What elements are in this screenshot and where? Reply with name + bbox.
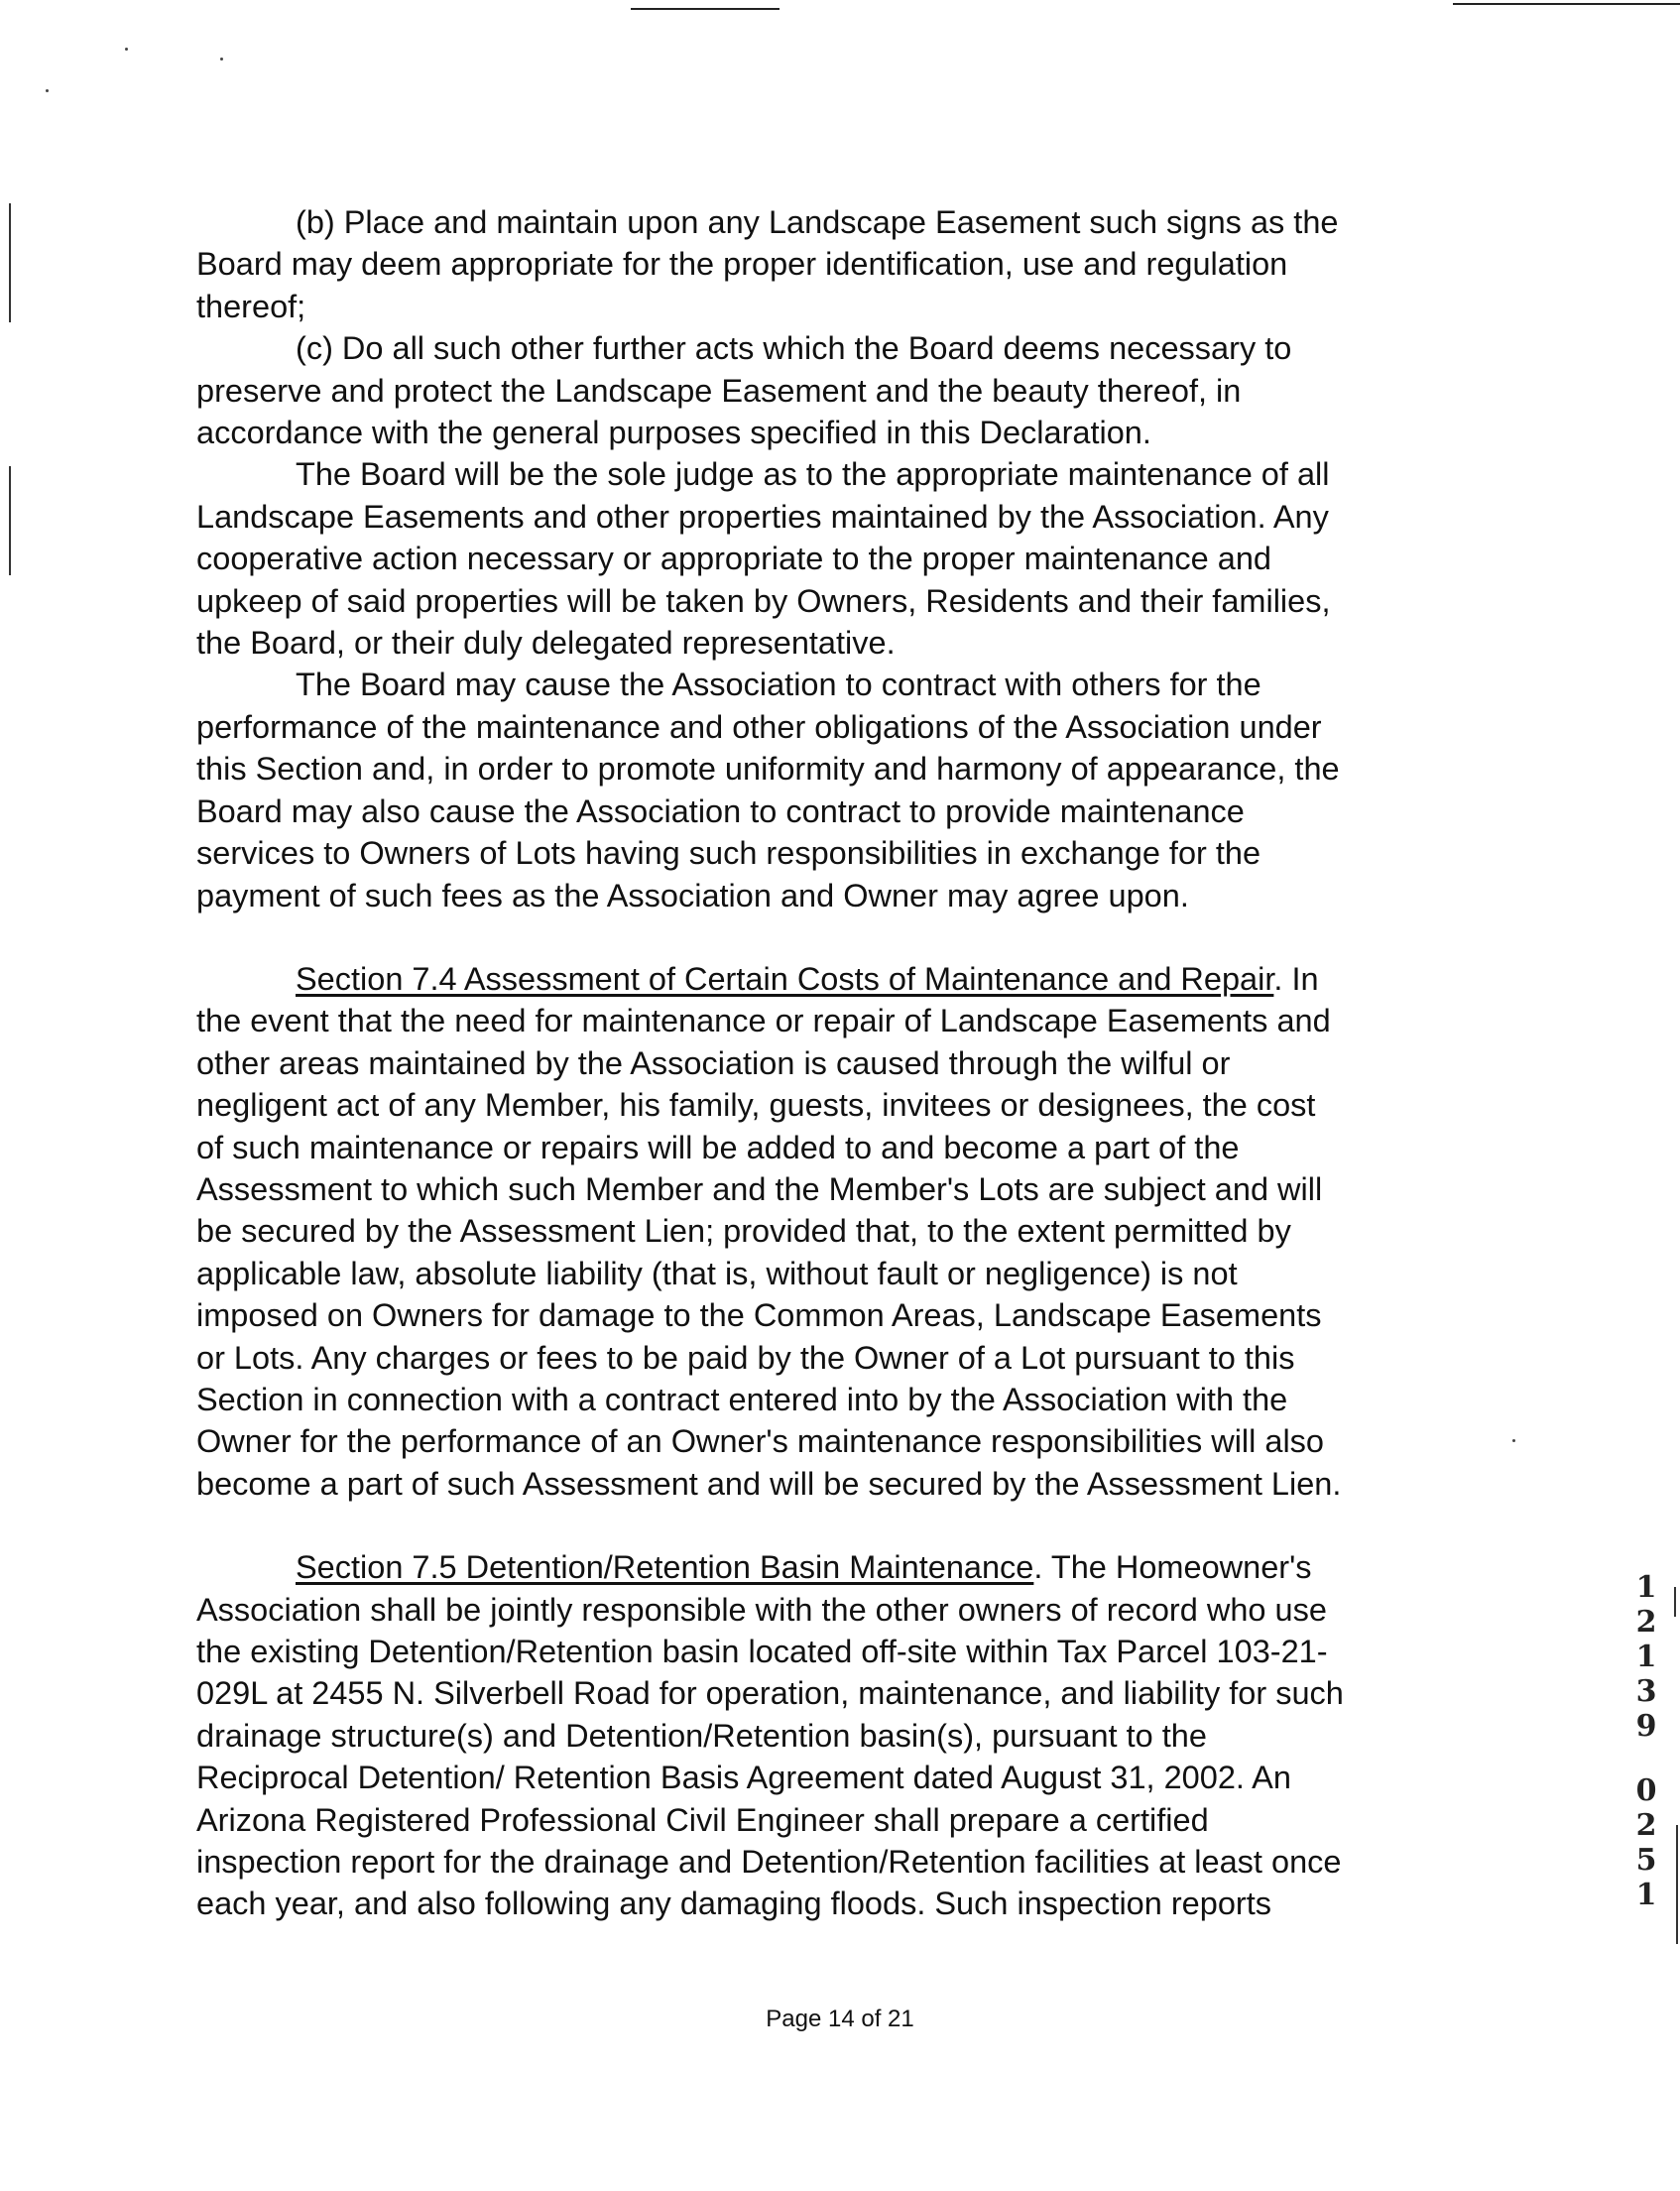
section-7-5-heading-line [196,1546,1496,1588]
stamp-digit: 1 [1635,1570,1657,1605]
text-line: upkeep of said properties will be taken by Owners, Residents and their families, [196,582,1331,619]
stamp-digit: 3 [1635,1674,1657,1709]
text-line: inspection report for the drainage and Detention/Retention facilities at least once [196,1844,1342,1881]
text-line: be secured by the Assessment Lien; provided that, to the extent permitted by [196,1213,1291,1250]
document-body [196,201,1496,1925]
text-line: negligent act of any Member, his family, guests, invitees or designees, the cost [196,1087,1316,1124]
margin-mark-left-2 [9,466,11,575]
text-line: other areas maintained by the Association is caused through the wilful or [196,1044,1231,1081]
text-line: services to Owners of Lots having such responsibilities in exchange for the [196,835,1261,872]
text-line: imposed on Owners for damage to the Common Areas, Landscape Easements [196,1297,1322,1334]
section-7-5-heading-tail: . The Homeowner's [1033,1549,1312,1586]
margin-mark-right-2 [1676,1825,1678,1944]
text-line: applicable law, absolute liability (that is, without fault or negligence) is not [196,1255,1238,1291]
section-7-5-heading: Section 7.5 Detention/Retention Basin Maintenance [296,1549,1034,1586]
paragraph-gap [196,1505,1496,1546]
text-line: payment of such fees as the Association and Owner may agree upon. [196,877,1189,913]
scan-speck [125,48,128,51]
text-line: preserve and protect the Landscape Easement and the beauty thereof, in [196,372,1242,409]
text-line: accordance with the general purposes specified in this Declaration. [196,415,1151,451]
text-line: or Lots. Any charges or fees to be paid by the Owner of a Lot pursuant to this [196,1339,1295,1376]
text-line: The Board will be the sole judge as to the appropriate maintenance of all [296,456,1330,493]
text-line: Section in connection with a contract entered into by the Association with the [196,1381,1288,1417]
text-line: Owner for the performance of an Owner's maintenance responsibilities will also [196,1423,1325,1460]
text-line: (b) Place and maintain upon any Landscape Easement such signs as the [296,204,1339,240]
text-line: the Board, or their duly delegated representative. [196,625,896,662]
text-line: cooperative action necessary or appropriate to the proper maintenance and [196,541,1272,577]
text-line: performance of the maintenance and other obligations of the Association under [196,708,1322,745]
text-line: Board may also cause the Association to contract to provide maintenance [196,792,1245,829]
section-7-4-heading: Section 7.4 Assessment of Certain Costs of Maintenance and Repair [296,960,1274,997]
scan-artifact-top-right-line [1453,3,1680,5]
text-line: each year, and also following any damaging floods. Such inspection reports [196,1886,1272,1922]
paragraph-gap [196,916,1496,958]
text-line: Assessment to which such Member and the Member's Lots are subject and will [196,1170,1323,1207]
text-line: thereof; [196,288,306,324]
text-line: of such maintenance or repairs will be added to and become a part of the [196,1129,1240,1165]
text-line: (c) Do all such other further acts which the Board deems necessary to [296,330,1292,367]
section-7-4-heading-tail: . In [1273,960,1319,997]
stamp-digit: 0 [1635,1773,1657,1808]
text-line: this Section and, in order to promote uniformity and harmony of appearance, the [196,751,1340,788]
text-line: the existing Detention/Retention basin located off-site within Tax Parcel 103-21- [196,1634,1328,1669]
scan-speck [1512,1439,1515,1442]
scan-artifact-top-line [631,8,780,10]
stamp-digit: 9 [1635,1709,1657,1744]
text-line: Association shall be jointly responsible with the other owners of record who use [196,1591,1327,1628]
scan-speck [46,89,49,92]
section-7-4-heading-line [196,958,1496,1000]
margin-mark-left-1 [9,203,11,322]
stamp-digit: 2 [1635,1808,1657,1843]
text-line: Reciprocal Detention/ Retention Basis Agreement dated August 31, 2002. An [196,1760,1291,1796]
text-line: the event that the need for maintenance or repair of Landscape Easements and [196,1003,1331,1039]
stamp-digit: 2 [1635,1605,1657,1640]
scan-speck [220,58,223,61]
stamp-gap [1626,1744,1666,1773]
text-line: drainage structure(s) and Detention/Retention basin(s), pursuant to the [196,1717,1207,1754]
text-line: 029L at 2455 N. Silverbell Road for operation, maintenance, and liability for such [196,1675,1344,1712]
text-line: Arizona Registered Professional Civil Engineer shall prepare a certified [196,1801,1209,1838]
recording-stamp [1626,1570,1666,1912]
stamp-digit: 5 [1635,1843,1657,1878]
text-line: Board may deem appropriate for the proper identification, use and regulation [196,246,1288,283]
text-line: Landscape Easements and other properties maintained by the Association. Any [196,498,1329,535]
margin-mark-right-1 [1674,1587,1676,1617]
text-line: become a part of such Assessment and will be secured by the Assessment Lien. [196,1465,1342,1502]
stamp-digit: 1 [1635,1878,1657,1912]
stamp-digit: 1 [1635,1640,1657,1674]
text-line: The Board may cause the Association to contract with others for the [296,667,1261,703]
page-number-footer: Page 14 of 21 [766,2006,914,2032]
